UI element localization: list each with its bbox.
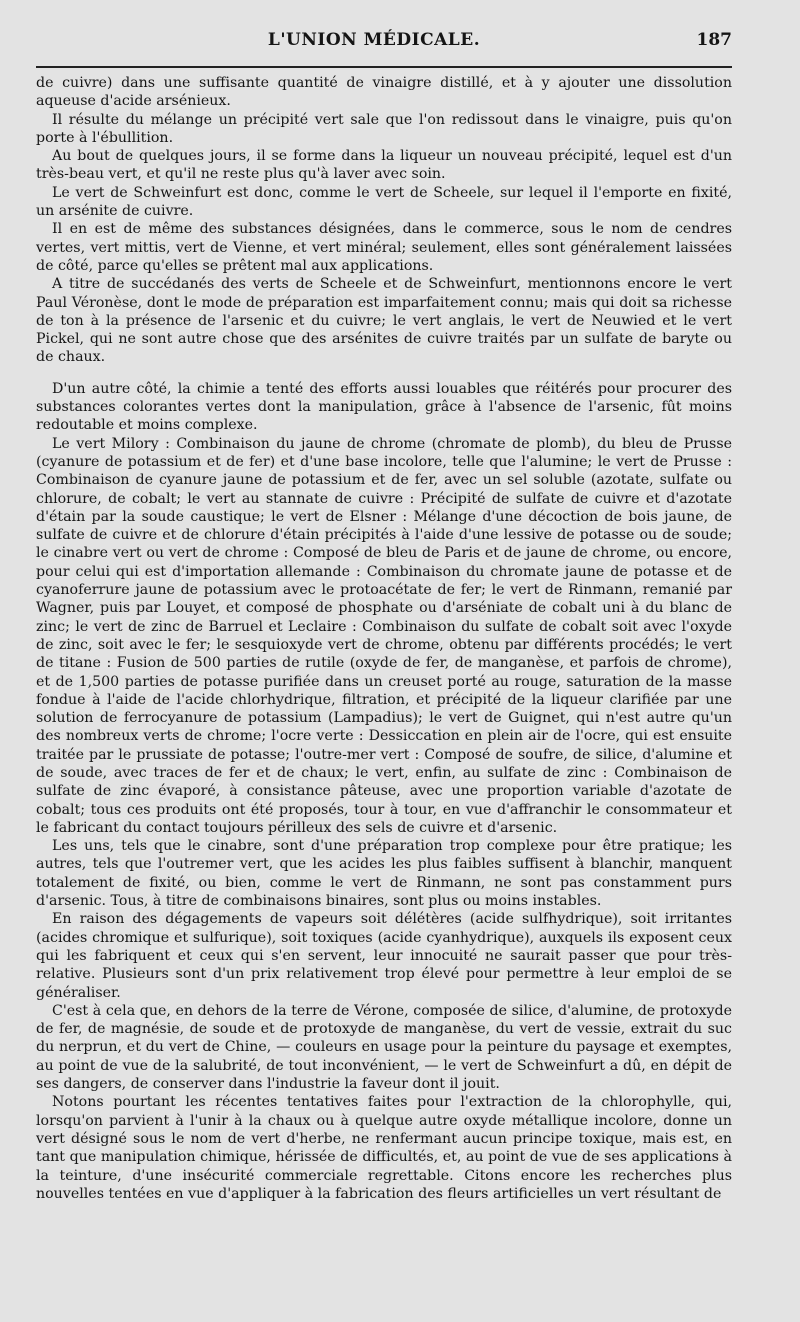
page-number: 187 — [696, 30, 732, 50]
paragraph: Notons pourtant les récentes tentatives faites pour l'extraction de la chlorophylle, qui, lorsqu'on parvient à l'unir à la chaux ou à quelque autre oxyde métallique incolore, donne un vert désigné sous le nom de vert d'herbe, ne renfermant aucun principe toxique, mais est, en tant que manipulation chimique, hérissée de difficultés, et, au point de vue de ses applications à la teinture, d'une insécurité commerciale regrettable. Citons encore les recherches plus nouvelles tentées en vue d'appliquer à la fabrication des fleurs artificielles un vert résultant de — [36, 1094, 732, 1202]
paragraph: Le vert de Schweinfurt est donc, comme le vert de Scheele, sur lequel il l'emporte en fixité, un arsénite de cuivre. — [36, 184, 732, 220]
running-title: L'UNION MÉDICALE. — [267, 30, 481, 50]
paragraph: D'un autre côté, la chimie a tenté des efforts aussi louables que réitérés pour procurer des substances colorantes vertes dont la manipulation, grâce à l'absence de l'arsenic, fût moins redoutable et moins complexe. — [36, 380, 732, 434]
paragraph: Le vert Milory : Combinaison du jaune de chrome (chromate de plomb), du bleu de Prusse (cyanure de potassium et de fer) et d'une base incolore, telle que l'alumine; le vert de Prusse : Combinaison de cyanure jaune de potassium et de fer, avec un sel soluble (azotate, sulfate ou chlorure, de cobalt; le vert au stannate de cuivre : Précipité de sulfate de cuivre et d'azotate d'étain par la soude caustique; le vert de Elsner : Mélange d'une décoction de bois jaune, de sulfate de cuivre et de chlorure d'étain précipités à l'aide d'une lessive de potasse ou de soude; le cinabre vert ou vert de chrome : Composé de bleu de Paris et de jaune de chrome, ou encore, pour celui qui est d'importation allemande : Combinaison du chromate jaune de potasse et de cyanoferrure jaune de potassium avec le protoacétate de fer; le vert de Rinmann, remanié par Wagner, puis par Louyet, et composé de phosphate ou d'arséniate de cobalt uni à du blanc de zinc; le vert de zinc de Barruel et Leclaire : Combinaison du sulfate de cobalt soit avec l'oxyde de zinc, soit avec le fer; le sesquioxyde vert de chrome, obtenu par différents procédés; le vert de titane : Fusion de 500 parties de rutile (oxyde de fer, de manganèse, et parfois de chrome), et de 1,500 parties de potasse purifiée dans un creuset porté au rouge, saturation de la masse fondue à l'aide de l'acide chlorhydrique, filtration, et précipité de la liqueur clarifiée par une solution de ferrocyanure de potassium (Lampadius); le vert de Guignet, qui n'est autre qu'un des nombreux verts de chrome; l'ocre verte : Dessiccation en plein air de l'ocre, qui est ensuite traitée par le prussiate de potasse; l'outre-mer vert : Composé de soufre, de silice, d'alumine et de soude, avec traces de fer et de chaux; le vert, enfin, au sulfate de zinc : Combinaison de sulfate de zinc évaporé, à consistance pâteuse, avec une proportion variable d'azotate de cobalt; tous ces produits ont été proposés, tour à tour, en vue d'affranchir le consommateur et le fabricant du contact toujours périlleux des sels de cuivre et d'arsenic. — [36, 435, 732, 836]
paragraph: C'est à cela que, en dehors de la terre de Vérone, composée de silice, d'alumine, de protoxyde de fer, de magnésie, de soude et de protoxyde de manganèse, du vert de vessie, extrait du suc du nerprun, et du vert de Chine, — couleurs en usage pour la peinture du paysage et exemptes, au point de vue de la salubrité, de tout inconvénient, — le vert de Schweinfurt a dû, en dépit de ses dangers, de conserver dans l'industrie la faveur dont il jouit. — [36, 1002, 732, 1093]
paragraph: de cuivre) dans une suffisante quantité de vinaigre distillé, et à y ajouter une dissolution aqueuse d'acide arsénieux. — [36, 75, 732, 110]
header-rule — [36, 66, 732, 68]
article-body — [36, 74, 732, 1203]
paragraph: Au bout de quelques jours, il se forme dans la liqueur un nouveau précipité, lequel est d'un très-beau vert, et qu'il ne reste plus qu'à laver avec soin. — [36, 148, 732, 183]
paragraph: En raison des dégagements de vapeurs soit délétères (acide sulfhydrique), soit irritantes (acides chromique et sulfurique), soit toxiques (acide cyanhydrique), auxquels ils exposent ceux qui les fabriquent et ceux qui s'en servent, leur innocuité ne saurait passer que pour très-relative. Plusieurs sont d'un prix relativement trop élevé pour permettre à leur emploi de se généraliser. — [36, 911, 732, 1001]
page-header — [36, 30, 732, 56]
paragraph: Il résulte du mélange un précipité vert sale que l'on redissout dans le vinaigre, puis qu'on porte à l'ébullition. — [36, 111, 732, 146]
paragraph: A titre de succédanés des verts de Scheele et de Schweinfurt, mentionnons encore le vert Paul Véronèse, dont le mode de préparation est imparfaitement connu; mais qui doit sa richesse de ton à la présence de l'arsenic et du cuivre; le vert anglais, le vert de Neuwied et le vert Pickel, qui ne sont autre chose que des arsénites de cuivre traités par un sulfate de baryte ou de chaux. — [36, 276, 732, 366]
paragraph: Il en est de même des substances désignées, dans le commerce, sous le nom de cendres vertes, vert mittis, vert de Vienne, et vert minéral; seulement, elles sont généralement laissées de côté, parce qu'elles se prêtent mal aux applications. — [36, 221, 732, 274]
paragraph: Les uns, tels que le cinabre, sont d'une préparation trop complexe pour être pratique; les autres, tels que l'outremer vert, que les acides les plus faibles suffisent à blanchir, manquent totalement de fixité, ou bien, comme le vert de Rinmann, ne sont pas constamment purs d'arsenic. Tous, à titre de combinaisons binaires, sont plus ou moins instables. — [36, 838, 732, 910]
